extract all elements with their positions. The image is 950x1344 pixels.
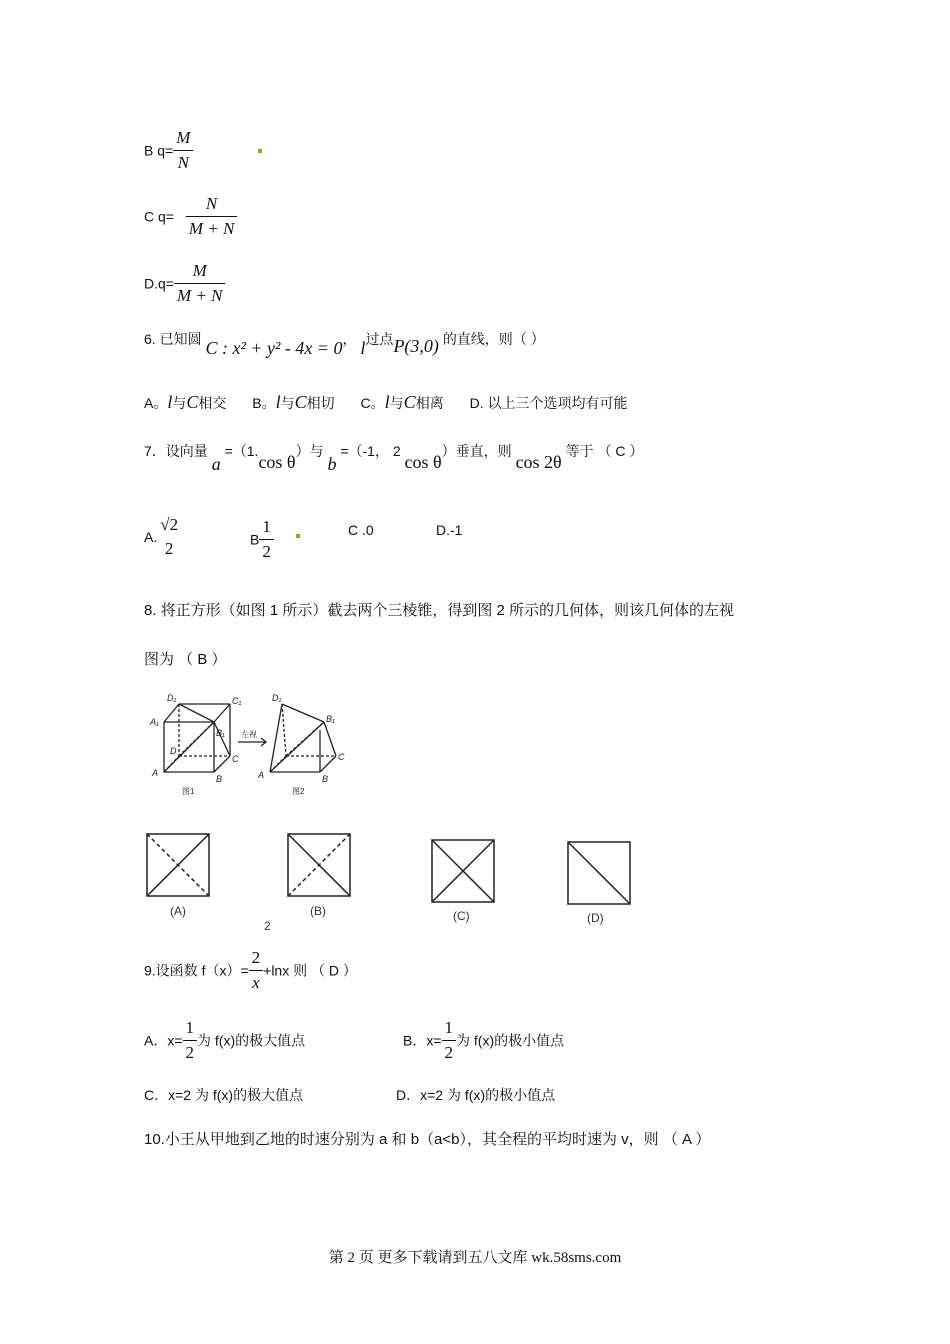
var-c: C: [403, 392, 416, 412]
q6-option-b: [252, 392, 335, 412]
option-label: B．x=: [403, 1032, 442, 1049]
q7-and: ）与: [295, 443, 324, 459]
q5-option-d: [144, 261, 225, 306]
vertex-a: A: [152, 768, 159, 778]
q6-stem: [144, 328, 545, 358]
var-l: l: [275, 392, 281, 412]
fig2-vertex-c: C: [338, 752, 345, 762]
frac-numerator: M: [176, 128, 191, 147]
fig2-caption: 图2: [292, 787, 305, 796]
stray-mark: 2: [264, 919, 271, 930]
frac-numerator: M: [192, 261, 207, 280]
fig2-vertex-a: A: [258, 770, 265, 780]
q8-figure-1-2: [144, 690, 354, 800]
q6-circle-equation: C : x² + y² - 4x = 0: [205, 338, 343, 358]
vertex-d1: D₁: [167, 693, 177, 703]
q9-fraction: [249, 948, 264, 993]
frac-denominator: M + N: [174, 283, 225, 306]
q7-option-a: [144, 515, 181, 559]
q9-option-a: [144, 1018, 305, 1063]
q9-option-c: C．x=2 为 f(x)的极大值点: [144, 1087, 304, 1103]
stray-dot: [296, 534, 300, 538]
q7-option-d: D.-1: [436, 522, 463, 538]
q7-a-value: =（1.: [224, 443, 259, 459]
q9-option-b-fraction: [442, 1018, 457, 1063]
option-relation: 相离: [415, 395, 444, 411]
q7-stem: [144, 440, 644, 474]
vertex-c1: C₁: [232, 696, 242, 706]
var-c: C: [294, 392, 307, 412]
q5-option-b-fraction: [173, 128, 193, 173]
frac-numerator: 1: [185, 1018, 195, 1037]
q6-comma: ，: [342, 331, 357, 347]
frac-numerator: 2: [251, 948, 261, 967]
q6-passes: 过点: [365, 331, 394, 347]
option-text: 为 f(x)的极大值点: [197, 1032, 306, 1049]
frac-denominator: 2: [442, 1040, 457, 1063]
stray-dot: [258, 149, 262, 153]
q9-option-d: D．x=2 为 f(x)的极小值点: [396, 1087, 556, 1103]
q9-option-b: [403, 1018, 564, 1063]
q8-line-2: 图为 （ B ）: [144, 651, 227, 668]
option-label: B。: [252, 395, 276, 411]
fig1-caption: 图1: [182, 787, 195, 796]
frac-denominator: M + N: [186, 216, 237, 239]
option-label: B: [250, 531, 260, 548]
q5-option-d-fraction: [174, 261, 225, 306]
frac-denominator: 2: [183, 1040, 198, 1063]
frac-denominator: N: [173, 150, 193, 173]
q7-stem-start: 7．设向量: [144, 443, 208, 459]
q7-b-value: =（-1， 2: [340, 443, 401, 459]
q6-stem-start: 6. 已知圆: [144, 331, 202, 347]
q7-ask: 等于 （ C ）: [565, 443, 644, 459]
q6-line-l: l: [360, 338, 366, 358]
vertex-b1: B₁: [216, 728, 225, 738]
q7-vector-a: a: [211, 454, 221, 474]
q7-vector-b: b: [327, 454, 337, 474]
frac-denominator: 2: [259, 539, 274, 562]
frac-numerator: N: [205, 194, 218, 213]
choice-d-label: (D): [587, 911, 604, 925]
frac-denominator: x: [249, 970, 264, 993]
q8-line-1: 8. 将正方形（如图 1 所示）截去两个三棱锥，得到图 2 所示的几何体，则该几何体的左视: [144, 602, 735, 619]
choice-c-label: (C): [453, 909, 470, 923]
q7-option-a-fraction: [157, 515, 181, 559]
option-text: 为 f(x)的极小值点: [456, 1032, 565, 1049]
option-connector: 与: [172, 395, 187, 411]
var-l: l: [384, 392, 390, 412]
q5-option-c-prefix: C q=: [144, 208, 174, 225]
fig-arrow-label: 左视: [241, 730, 257, 739]
q7-perpendicular: ）垂直，则: [441, 443, 512, 459]
q6-stem-end: 的直线，则（ ）: [442, 331, 545, 347]
q7-cos-theta-2: cos θ: [404, 452, 442, 472]
q7-cos-theta-1: cos θ: [258, 452, 296, 472]
q5-option-d-prefix: D.q=: [144, 275, 174, 292]
q6-options: [144, 392, 627, 413]
q6-point: P(3,0): [393, 336, 439, 356]
choice-b-label: (B): [310, 904, 326, 918]
q7-option-c: C .0: [348, 522, 374, 538]
vertex-d: D: [170, 746, 177, 756]
fig2-vertex-b1: B₁: [326, 714, 335, 724]
q9-stem-end: +lnx 则 （ D ）: [263, 962, 357, 979]
frac-numerator: 1: [444, 1018, 454, 1037]
q9-option-a-fraction: [183, 1018, 198, 1063]
frac-numerator: √2: [160, 515, 179, 534]
q8-choices: [140, 826, 640, 930]
option-connector: 与: [389, 395, 404, 411]
option-relation: 相交: [198, 395, 227, 411]
q10-stem: 10.小王从甲地到乙地的时速分别为 a 和 b（a<b），其全程的平均时速为 v，则 （ A ）: [144, 1131, 711, 1148]
q9-stem-start: 9.设函数 f（x）=: [144, 962, 249, 979]
q7-option-b: [250, 517, 274, 562]
vertex-a1: A₁: [150, 717, 159, 727]
q6-option-c: [360, 392, 444, 412]
q6-option-a: [144, 392, 227, 412]
option-relation: 相切: [306, 395, 335, 411]
q5-option-c: [144, 194, 237, 239]
option-label: A．x=: [144, 1032, 183, 1049]
page-footer: 第 2 页 更多下载请到五八文库 wk.58sms.com: [328, 1250, 622, 1266]
fig2-vertex-b: B: [322, 774, 329, 784]
fig2-vertex-d1: D₁: [272, 693, 282, 703]
q9-stem: [144, 948, 357, 993]
frac-numerator: 1: [262, 517, 271, 536]
option-label: A.: [144, 529, 158, 545]
option-label: C。: [360, 395, 385, 411]
var-c: C: [186, 392, 199, 412]
choice-a-label: (A): [170, 904, 186, 918]
option-connector: 与: [280, 395, 295, 411]
q7-cos-2theta: cos 2θ: [515, 452, 562, 472]
vertex-b: B: [216, 774, 223, 784]
vertex-c: C: [232, 754, 239, 764]
q7-option-b-fraction: [259, 517, 274, 562]
q5-option-c-fraction: [186, 194, 237, 239]
frac-denominator: 2: [164, 539, 174, 558]
var-l: l: [167, 392, 173, 412]
q5-option-b-prefix: B q=: [144, 142, 174, 159]
option-label: A。: [144, 395, 168, 411]
q5-option-b: [144, 128, 193, 173]
q6-option-d: D. 以上三个选项均有可能: [469, 395, 628, 411]
